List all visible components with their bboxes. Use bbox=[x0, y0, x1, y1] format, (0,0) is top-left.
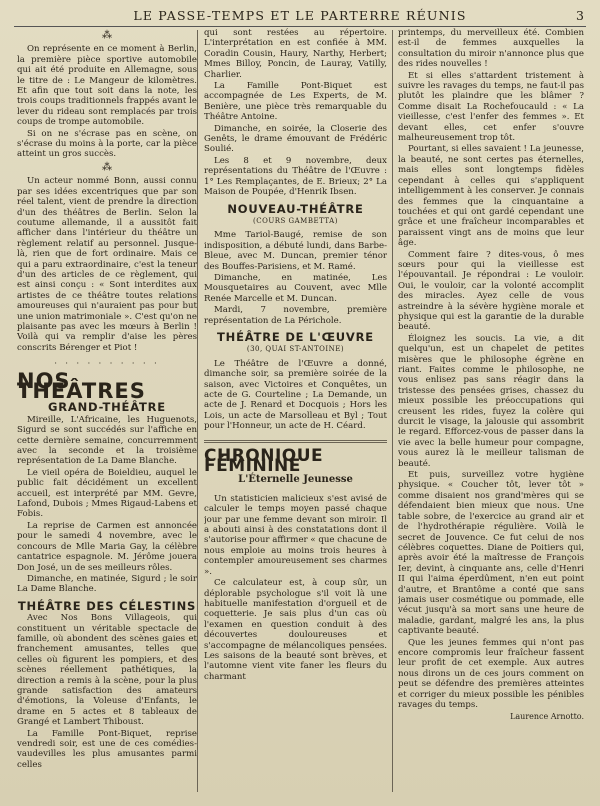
column-rule bbox=[392, 30, 393, 792]
paragraph: Mme Tariol-Baugé, remise de son indisposition, a débuté lundi, dans Barbe-Bleue, avec M. Duncan, premier ténor des Bouffes-Parisiens, et M. Ramé. bbox=[204, 230, 387, 272]
article-title: L'Éternelle Jeunesse bbox=[238, 474, 353, 486]
paragraph: Un statisticien malicieux s'est avisé de calculer le temps moyen passé chaque jour par une femme devant son miroir. Il a abouti ainsi à des constatations dont il s'autorise pour affirmer « que chacune de nous emploie au moins trois heures à contempler amoureusement ses charmes ». bbox=[204, 493, 387, 577]
paragraph: Et puis, surveillez votre hygiène physique. « Coucher tôt, lever tôt » comme disaient nos grand'mères qui se défendaient bien mieux que nous. Une table sobre, de l'exercice au grand air et de l'hydrothérapie régulière. Voilà le secret de Jouvence. Ce fut celui de nos célèbres coquettes. Diane de Poitiers qui, après avoir été la maîtresse de François Ier, devint, à cinquante ans, celle d'Henri II qui l'aima éperdûment, n'en eut point d'autre, et Brantôme a conté que sans jamais user cosmétique ou pommade, elle vécut jusqu'à sa mort sans une heure de maladie, gardant, malgré les ans, la plus captivante beauté. bbox=[398, 470, 584, 637]
masthead-title: LE PASSE-TEMPS ET LE PARTERRE RÉUNIS bbox=[133, 8, 467, 23]
paragraph: Pourtant, si elles savaient ! La jeunesse, la beauté, ne sont certes pas éternelles, mais elles sont longtemps fidèles cependant à celles qui s'appliquent intelligemment à les conserver. Je connais des femmes que la cinquantaine a touchées et qui ont gardé cependant une grâce et une fraîcheur incomparables et paraissent vingt ans de moins que leur âge. bbox=[398, 144, 584, 249]
paragraph: Ce calculateur est, à coup sûr, un déplorable psychologue s'il voit là une habituelle manifestation d'orgueil et de coquetterie. Je sais plus d'un cas où l'examen en question conduit à des découvertes douloureuses et s'accompagne de mélancoliques pensées. Les saisons de la beauté sont brèves, et l'automne vient vite faner les fleurs du charmant bbox=[204, 578, 387, 682]
subheading-address: (30, QUAI ST-ANTOINE) bbox=[246, 345, 345, 354]
column-1 bbox=[17, 28, 197, 798]
column-2 bbox=[204, 28, 387, 798]
divider bbox=[204, 440, 387, 441]
section-heading-theatres: NOS THÉÂTRES bbox=[17, 368, 146, 403]
paragraph: Un acteur nommé Bonn, aussi connu par ses idées excentriques que par son réel talent, vient de prendre la direction d'un des théâtres de Berlin. Selon la coutume allemande, il a aussitôt fait afficher dans l'intérieur du théâtre un règlement relatif au personnel. Jusque-là, rien que de fort ordinaire. Mais ce qui a paru extraordinaire, c'est la teneur d'un des articles de ce règlement, qui est ainsi conçu : « Sont interdites aux artistes de ce théâtre toutes relations amoureuses qui n'auraient pas pour but une union matrimoniale ». C'est qu'on ne plaisante pas avec les mœurs à Berlin ! Voilà qui va remplir d'aise les pères conscrits Bérenger et Piot ! bbox=[17, 176, 197, 353]
author-signature: Laurence Arnotto. bbox=[510, 712, 584, 722]
divider bbox=[204, 442, 387, 443]
separator-rule: · · · · · · · · · · bbox=[54, 359, 160, 369]
paragraph: La reprise de Carmen est annoncée pour le samedi 4 novembre, avec le concours de Mlle Maria Gay, la célèbre cantatrice espagnole. M. Jérôme jouera Don José, un de ses meilleurs rôles. bbox=[17, 520, 197, 573]
paragraph: Mardi, 7 novembre, première représentation de La Périchole. bbox=[204, 305, 387, 326]
heading-grand-theatre: GRAND-THÉÂTRE bbox=[48, 400, 166, 415]
paragraph: Le vieil opéra de Boieldieu, auquel le public fait décidément un excellent accueil, est interprété par MM. Gevre, Lafond, Dubois ; Mmes Rigaud-Labens et Fobis. bbox=[17, 467, 197, 520]
paragraph: Que les jeunes femmes qui n'ont pas encore compromis leur fraîcheur fassent leur profit de cet exemple. Aux autres nous dirons un de ces jours comment on peut se défendre des premières atteintes et corriger du mieux possible les pénibles ravages du temps. bbox=[398, 637, 584, 710]
paragraph: Avec Nos Bons Villageois, qui constituent un véritable spectacle de famille, où abondent des scènes gaies et franchement amusantes, telles que celles où figurent les pompiers, et des scènes réellement pathétiques, la direction a remis à la scène, pour la plus grande satisfaction des amateurs d'émotions, la Voleuse d'Enfants, le drame en 5 actes et 8 tableaux de Grangé et Lambert Thiboust. bbox=[17, 613, 197, 728]
page-number: 3 bbox=[576, 8, 584, 23]
paragraph: Mireille, L'Africaine, les Huguenots, Sigurd se sont succédés sur l'affiche en cette dernière semaine, concurremment avec la seconde et la troisième représentation de La Dame Blanche. bbox=[17, 414, 197, 467]
paragraph: Les 8 et 9 novembre, deux représentations du Théâtre de l'Œuvre : 1° Les Remplaçantes, de E. Brieux; 2° La Maison de Poupée, d'Henrik Ibsen. bbox=[204, 155, 387, 198]
paragraph: Le Théâtre de l'Œuvre a donné, dimanche soir, sa première soirée de la saison, avec Victoires et Conquêtes, un acte de G. Courteline ; La Demande, un acte de J. Renard et Docquois ; Hors les Lois, un acte de Marsolleau et Byl ; Tout pour l'Honneur, un acte de H. Céard. bbox=[204, 358, 387, 432]
paragraph: qui sont restées au répertoire. L'interprétation en est confiée à MM. Coradin Cousin, Haury, Narthy, Herbert; Mmes Billoy, Poncin, de Lauray, Vatilly, Charlier. bbox=[204, 28, 387, 80]
masthead bbox=[14, 4, 586, 27]
heading-chronique-feminine: CHRONIQUE FÉMININE bbox=[204, 445, 324, 477]
heading-theatre-oeuvre: THÉÂTRE DE L'ŒUVRE bbox=[217, 329, 374, 344]
paragraph: Dimanche, en soirée, la Closerie des Genêts, le drame émouvant de Frédéric Soulié. bbox=[204, 123, 387, 155]
paragraph: La Famille Pont-Biquet, reprise vendredi soir, est une de ces comédies-vaudevilles les plus amusantes parmi celles bbox=[17, 728, 197, 770]
ornament: ⁂ bbox=[102, 161, 112, 173]
paragraph: La Famille Pont-Biquet est accompagnée de Les Experts, de M. Benière, une pièce très remarquable du Théâtre Antoine. bbox=[204, 81, 387, 123]
column-3 bbox=[398, 28, 584, 798]
paragraph: printemps, du merveilleux été. Combien est-il de femmes auxquelles la consultation du miroir n'annonce plus que des rides nouvelles ! bbox=[398, 28, 584, 70]
heading-celestins: THÉÂTRE DES CÉLESTINS bbox=[17, 598, 197, 613]
paragraph: Dimanche, en matinée, Sigurd ; le soir La Dame Blanche. bbox=[17, 573, 197, 595]
paragraph: Si on ne s'écrase pas en scène, on s'écrase du moins à la porte, car la pièce atteint un gros succès. bbox=[17, 128, 197, 160]
paragraph: On représente en ce moment à Berlin, la première pièce sportive automobile qui ait été produite en Allemagne, sous le titre de : Le Mangeur de kilomètres. Et afin que tout soit dans la note, les trois coups traditionnels frappés avant le lever du rideau sont remplacés par trois coups de trompe automobile. bbox=[17, 44, 197, 128]
ornament: ⁂ bbox=[102, 30, 112, 41]
paragraph: Et si elles s'attardent tristement à suivre les ravages du temps, ne faut-il pas plutôt les plaindre que les blâmer ? Comme disait La Rochefoucauld : « La vieillesse, c'est l'enfer des femmes ». Et devant elles, cet enfer s'ouvre malheureusement trop tôt. bbox=[398, 70, 584, 144]
paragraph: Éloignez les soucis. La vie, a dit quelqu'un, est un chapelet de petites misères que le philosophe égrène en riant. Faites comme le philosophe, ne vous enlisez pas sans réagir dans la tristesse des pensées grises, chassez du mieux possible les préoccupations qui creusent les rides, fuyez la colère qui durcit le visage, la jalousie qui assombrit le regard. Efforcez-vous de passer dans la vie avec la belle humeur pour compagne, vous aurez là le meilleur talisman de beauté. bbox=[398, 333, 584, 469]
paragraph: Comment faire ? dites-vous, ô mes sœurs pour qui la vieillesse est l'épouvantail. Je répondrai : Le vouloir. Oui, le vouloir, car la volonté accomplit des miracles. Ayez celle de vous astreindre à la sévère hygiène morale et physique qui est la garantie de la durable beauté. bbox=[398, 249, 584, 333]
subheading-address: (COURS GAMBETTA) bbox=[253, 216, 338, 225]
paragraph: Dimanche, en matinée, Les Mousquetaires au Couvent, avec Mlle Renée Marcelle et M. Duncan. bbox=[204, 272, 387, 304]
column-rule bbox=[197, 30, 198, 792]
heading-nouveau-theatre: NOUVEAU-THÉÂTRE bbox=[227, 201, 364, 216]
